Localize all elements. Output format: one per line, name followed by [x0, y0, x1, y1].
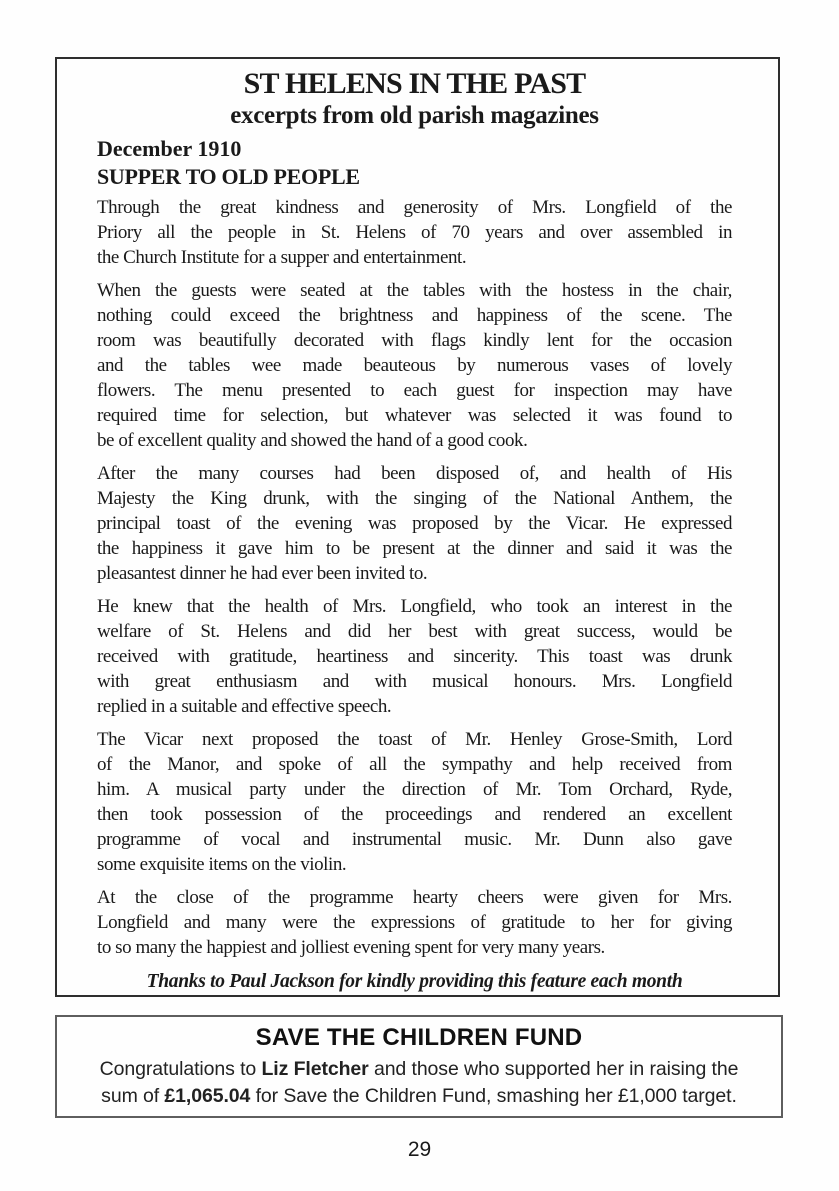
article-date-heading: December 1910	[97, 136, 242, 161]
article-line: some exquisite items on the violin.	[97, 854, 347, 875]
article-line: nothing could exceed the brightness and happiness of the scene. The	[97, 305, 732, 326]
article-line: Priory all the people in St. Helens of 70 years and over assembled in	[97, 222, 732, 243]
article-line: When the guests were seated at the tables with the hostess in the chair,	[97, 280, 732, 301]
scf-line2-post: for Save the Children Fund, smashing her £1,000 target.	[250, 1085, 737, 1107]
scf-line2-pre: sum of	[101, 1085, 165, 1107]
article-line: He knew that the health of Mrs. Longfield, who took an interest in the	[97, 596, 732, 617]
article-line: the Church Institute for a supper and entertainment.	[97, 247, 467, 268]
article-line: required time for selection, but whatever was selected it was found to	[97, 405, 732, 426]
article-line: the happiness it gave him to be present at the dinner and said it was the	[97, 538, 732, 559]
article-line: of the Manor, and spoke of all the sympathy and help received from	[97, 754, 732, 775]
article-line: Through the great kindness and generosity of Mrs. Longfield of the	[97, 197, 732, 218]
article-line: welfare of St. Helens and did her best with great success, would be	[97, 621, 732, 642]
scf-highlight-name: Liz Fletcher	[261, 1058, 369, 1080]
article-line: replied in a suitable and effective speech.	[97, 696, 392, 717]
article-line: Majesty the King drunk, with the singing of the National Anthem, the	[97, 488, 732, 509]
article-line: then took possession of the proceedings and rendered an excellent	[97, 804, 732, 825]
article-credit-line: Thanks to Paul Jackson for kindly providing this feature each month	[146, 971, 683, 992]
article-line: received with gratitude, heartiness and sincerity. This toast was drunk	[97, 646, 732, 667]
scf-title: SAVE THE CHILDREN FUND	[255, 1024, 583, 1051]
scf-highlight-amount: £1,065.04	[164, 1085, 251, 1107]
article-paragraph	[97, 278, 732, 453]
article-line: Longfield and many were the expressions of gratitude to her for giving	[97, 912, 732, 933]
article-section-heading: SUPPER TO OLD PEOPLE	[97, 164, 360, 189]
article-paragraph	[97, 885, 732, 960]
article-line: pleasantest dinner he had ever been invited to.	[97, 563, 428, 584]
article-line: flowers. The menu presented to each guest for inspection may have	[97, 380, 732, 401]
scf-line1-pre: Congratulations to	[99, 1058, 262, 1080]
article-paragraph	[97, 461, 732, 586]
article-line: principal toast of the evening was proposed by the Vicar. He expressed	[97, 513, 732, 534]
article-line: room was beautifully decorated with flags kindly lent for the occasion	[97, 330, 732, 351]
st-helens-article-panel	[55, 57, 780, 997]
scf-text	[57, 1056, 781, 1110]
article-line: programme of vocal and instrumental music. Mr. Dunn also gave	[97, 829, 732, 850]
article-paragraph	[97, 594, 732, 719]
article-line: The Vicar next proposed the toast of Mr. Henley Grose-Smith, Lord	[97, 729, 732, 750]
article-line: After the many courses had been disposed of, and health of His	[97, 463, 732, 484]
article-line: to so many the happiest and jolliest evening spent for very many years.	[97, 937, 605, 958]
article-line: with great enthusiasm and with musical honours. Mrs. Longfield	[97, 671, 732, 692]
article-line: be of excellent quality and showed the hand of a good cook.	[97, 430, 528, 451]
article-body	[97, 195, 732, 960]
article-subtitle: excerpts from old parish magazines	[230, 102, 599, 129]
article-title: ST HELENS IN THE PAST	[243, 67, 586, 100]
save-the-children-panel	[55, 1015, 783, 1118]
page-number: 29	[407, 1138, 432, 1161]
article-paragraph	[97, 727, 732, 877]
article-line: him. A musical party under the direction of Mr. Tom Orchard, Ryde,	[97, 779, 732, 800]
scf-line1-post: and those who supported her in raising the	[368, 1058, 739, 1080]
article-line: At the close of the programme hearty cheers were given for Mrs.	[97, 887, 732, 908]
article-paragraph	[97, 195, 732, 270]
article-line: and the tables wee made beauteous by numerous vases of lovely	[97, 355, 732, 376]
